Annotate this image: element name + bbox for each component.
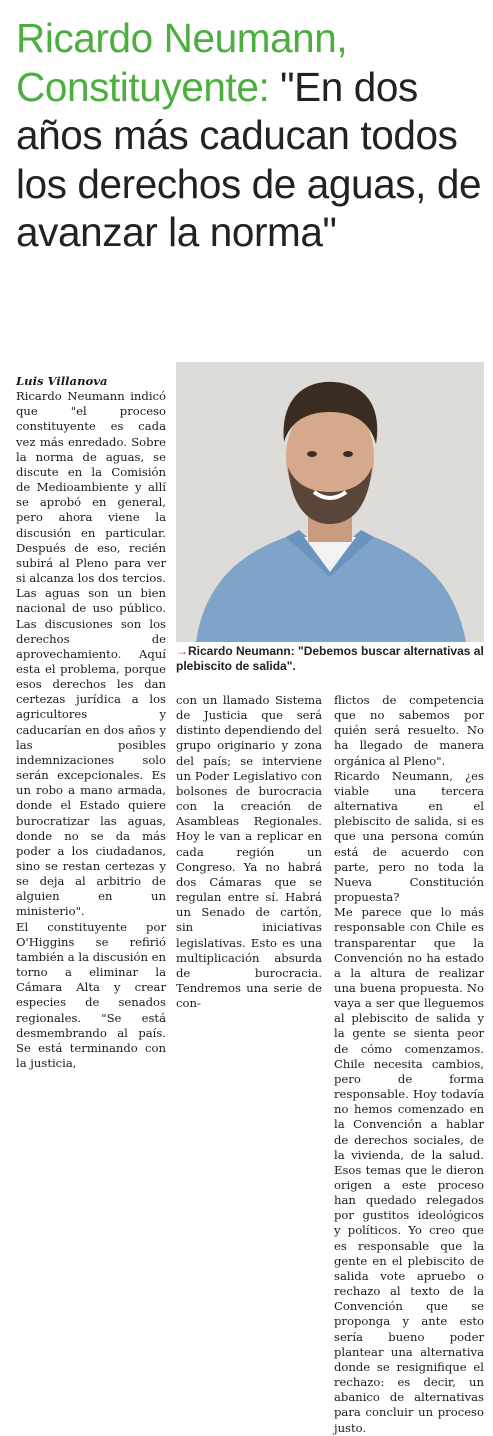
article-column-3 bbox=[334, 693, 484, 1436]
paragraph: con un llamado Sistema de Justicia que será distinto dependiendo del grupo originario y zona del país; se interviene un Poder Legislativo con bolsones de burocracia con la creación de Asambleas Regionales. Hoy le van a replicar en cada región un Congreso. Ya no habrá dos Cámaras que se regulan entre sí. Habrá un Senado de cartón, sin iniciativas legislativas. Esto es una multiplicación absurda de burocracia. Tendremos una serie de con- bbox=[176, 693, 322, 1011]
photo-caption bbox=[176, 644, 486, 673]
headline bbox=[16, 14, 486, 257]
article-column-2 bbox=[176, 693, 322, 1011]
author-byline: Luis Villanova bbox=[16, 374, 108, 388]
portrait-illustration bbox=[176, 362, 484, 642]
paragraph: Ricardo Neumann indicó que "el proceso constituyente es cada vez más enredado. Sobre la norma de aguas, se discute en la Comisión de Medioambiente y allí se aprobó en general, pero ahora viene la discusión en particular. Después de eso, recién subirá al Pleno para ver si alcanza los dos tercios. Las aguas son un bien nacional de uso público. Las discusiones son los derechos de aprovechamiento. Aquí esta el problema, porque esos derechos les dan certezas jurídica a los agricultores y caducarían en dos años y las posibles indemnizaciones solo serán excepcionales. Es un robo a mano armada, donde el Estado quiere burocratizar las aguas, donde no se da más poder a los ciudadanos, sino se restan certezas y se deja al arbitrio de alguien en un ministerio". bbox=[16, 389, 166, 919]
arrow-right-icon: → bbox=[176, 644, 188, 658]
article-column-1 bbox=[16, 374, 166, 1071]
paragraph: flictos de competencia que no sabemos por quién será resuelto. No ha llegado de manera orgánica al Pleno". bbox=[334, 693, 484, 768]
headline-name: Ricardo Neumann, Constituyente: bbox=[16, 15, 348, 110]
interview-answer: Me parece que lo más responsable con Chile es transparentar que la Convención no ha estado a la altura de realizar una buena propuesta. No vaya a ser que lleguemos al plebiscito de salida y la gente se sienta peor de cómo comenzamos. Chile necesita cambios, pero de forma responsable. Hoy todavía no hemos comenzado en la Convención a hablar de derechos sociales, de la vivienda, de la salud. Esos temas que le dieron origen a este proceso han quedado relegados por gustitos ideológicos y políticos. Yo creo que es responsable que la gente en el plebiscito de salida vote apruebo o rechazo al texto de la Convención que se proponga y ante esto sería bueno poder plantear una alternativa donde se resignifique el rechazo: es decir, un abanico de alternativas para concluir un proceso justo. bbox=[334, 905, 484, 1435]
headline-quote: "En dos años más caducan todos los derechos de aguas, de avanzar la norma" bbox=[16, 63, 482, 255]
paragraph: El constituyente por O'Higgins se refirió también a la discusión en torno a eliminar la Cámara Alta y crear especies de senados regionales. "Se está desmembrando al país. Se está terminando con la justicia, bbox=[16, 919, 166, 1071]
portrait-photo bbox=[176, 362, 484, 642]
caption-text: Ricardo Neumann: "Debemos buscar alternativas al plebiscito de salida". bbox=[176, 644, 484, 673]
interview-question: Ricardo Neumann, ¿es viable una tercera alternativa en el plebiscito de salida, si es que una persona común está de acuerdo con parte, pero no toda la Nueva Constitución propuesta? bbox=[334, 768, 484, 905]
